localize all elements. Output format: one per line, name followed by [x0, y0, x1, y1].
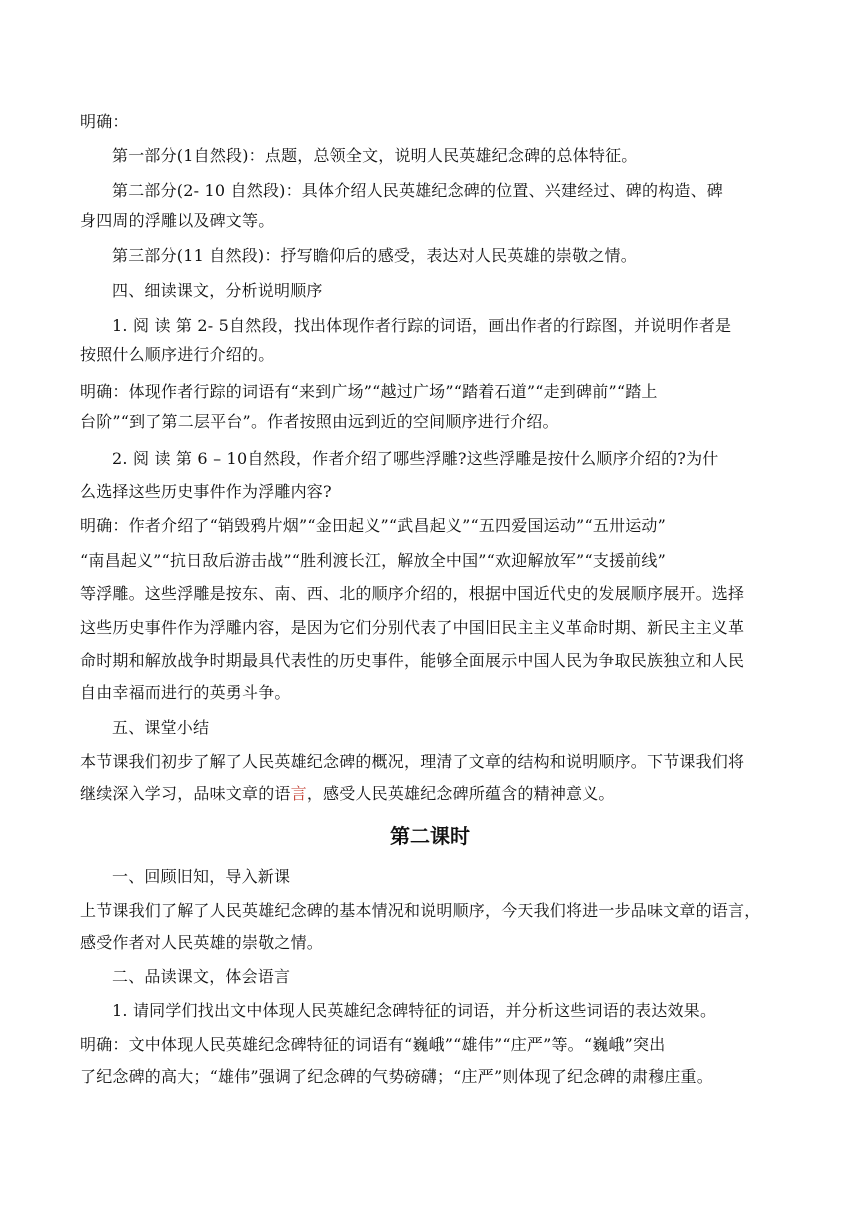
highlighted-char: 言	[290, 784, 307, 803]
answer-three: 明确：文中体现人民英雄纪念碑特征的词语有“巍峨”“雄伟”“庄严”等。“巍峨”突出	[80, 1035, 666, 1054]
summary-text-part-a: 继续深入学习，品味文章的语	[80, 784, 291, 803]
part-two-text: 第二部分(2- 10 自然段)：具体介绍人民英雄纪念碑的位置、兴建经过、碑的构造、碑	[112, 181, 724, 200]
question-three: 1. 请同学们找出文中体现人民英雄纪念碑特征的词语，并分析这些词语的表达效果。	[112, 1001, 717, 1020]
part-two-text-cont: 身四周的浮雕以及碑文等。	[80, 211, 275, 230]
answer-one-cont: 台阶”“到了第二层平台”。作者按照由远到近的空间顺序进行介绍。	[80, 412, 559, 431]
summary-text-part-c: ，感受人民英雄纪念碑所蕴含的精神意义。	[306, 784, 615, 803]
answer-two-line-3: 等浮雕。这些浮雕是按东、南、西、北的顺序介绍的，根据中国近代史的发展顺序展开。选择	[80, 584, 745, 603]
review-text-cont: 感受作者对人民英雄的崇敬之情。	[80, 933, 324, 952]
answer-two-line-2: “南昌起义”“抗日敌后游击战”“胜利渡长江，解放全中国”“欢迎解放军”“支援前线”	[80, 551, 666, 570]
answer-one: 明确：体现作者行踪的词语有“来到广场”“越过广场”“踏着石道”“走到碑前”“踏上	[80, 382, 658, 401]
lesson-two-step-one: 一、回顾旧知，导入新课	[112, 867, 291, 886]
lesson-two-step-two: 二、品读课文，体会语言	[112, 967, 291, 986]
answer-two-line-4: 这些历史事件作为浮雕内容，是因为它们分别代表了中国旧民主主义革命时期、新民主主义革	[80, 618, 745, 637]
summary-text-cont	[80, 783, 784, 805]
review-text: 上节课我们了解了人民英雄纪念碑的基本情况和说明顺序，今天我们将进一步品味文章的语言，	[80, 901, 761, 920]
question-two-cont: 么选择这些历史事件作为浮雕内容?	[80, 482, 332, 501]
section-five-heading: 五、课堂小结	[112, 718, 210, 737]
summary-text: 本节课我们初步了解了人民英雄纪念碑的概况，理清了文章的结构和说明顺序。下节课我们将	[80, 752, 745, 771]
answer-two: 明确：作者介绍了“销毁鸦片烟”“金田起义”“武昌起义”“五四爱国运动”“五卅运动”	[80, 516, 666, 535]
answer-three-cont: 了纪念碑的高大；“雄伟”强调了纪念碑的气势磅礴；“庄严”则体现了纪念碑的肃穆庄重。	[80, 1067, 713, 1086]
question-one-cont: 按照什么顺序进行介绍的。	[80, 345, 275, 364]
question-two: 2. 阅 读 第 6 – 10自然段，作者介绍了哪些浮雕?这些浮雕是按什么顺序介绍的?为什	[112, 449, 719, 468]
answer-two-line-5: 命时期和解放战争时期最具代表性的历史事件，能够全面展示中国人民为争取民族独立和人民	[80, 651, 745, 670]
question-one: 1. 阅 读 第 2- 5自然段，找出体现作者行踪的词语，画出作者的行踪图，并说明作者是	[112, 316, 732, 335]
section-four-heading: 四、细读课文，分析说明顺序	[112, 281, 323, 300]
answer-label: 明确：	[80, 112, 129, 131]
section-title: 第二课时	[390, 824, 470, 848]
part-three-text: 第三部分(11 自然段)：抒写瞻仰后的感受，表达对人民英雄的崇敬之情。	[112, 246, 637, 265]
answer-two-line-6: 自由幸福而进行的英勇斗争。	[80, 683, 291, 702]
part-one-text: 第一部分(1自然段)：点题，总领全文，说明人民英雄纪念碑的总体特征。	[112, 146, 638, 165]
